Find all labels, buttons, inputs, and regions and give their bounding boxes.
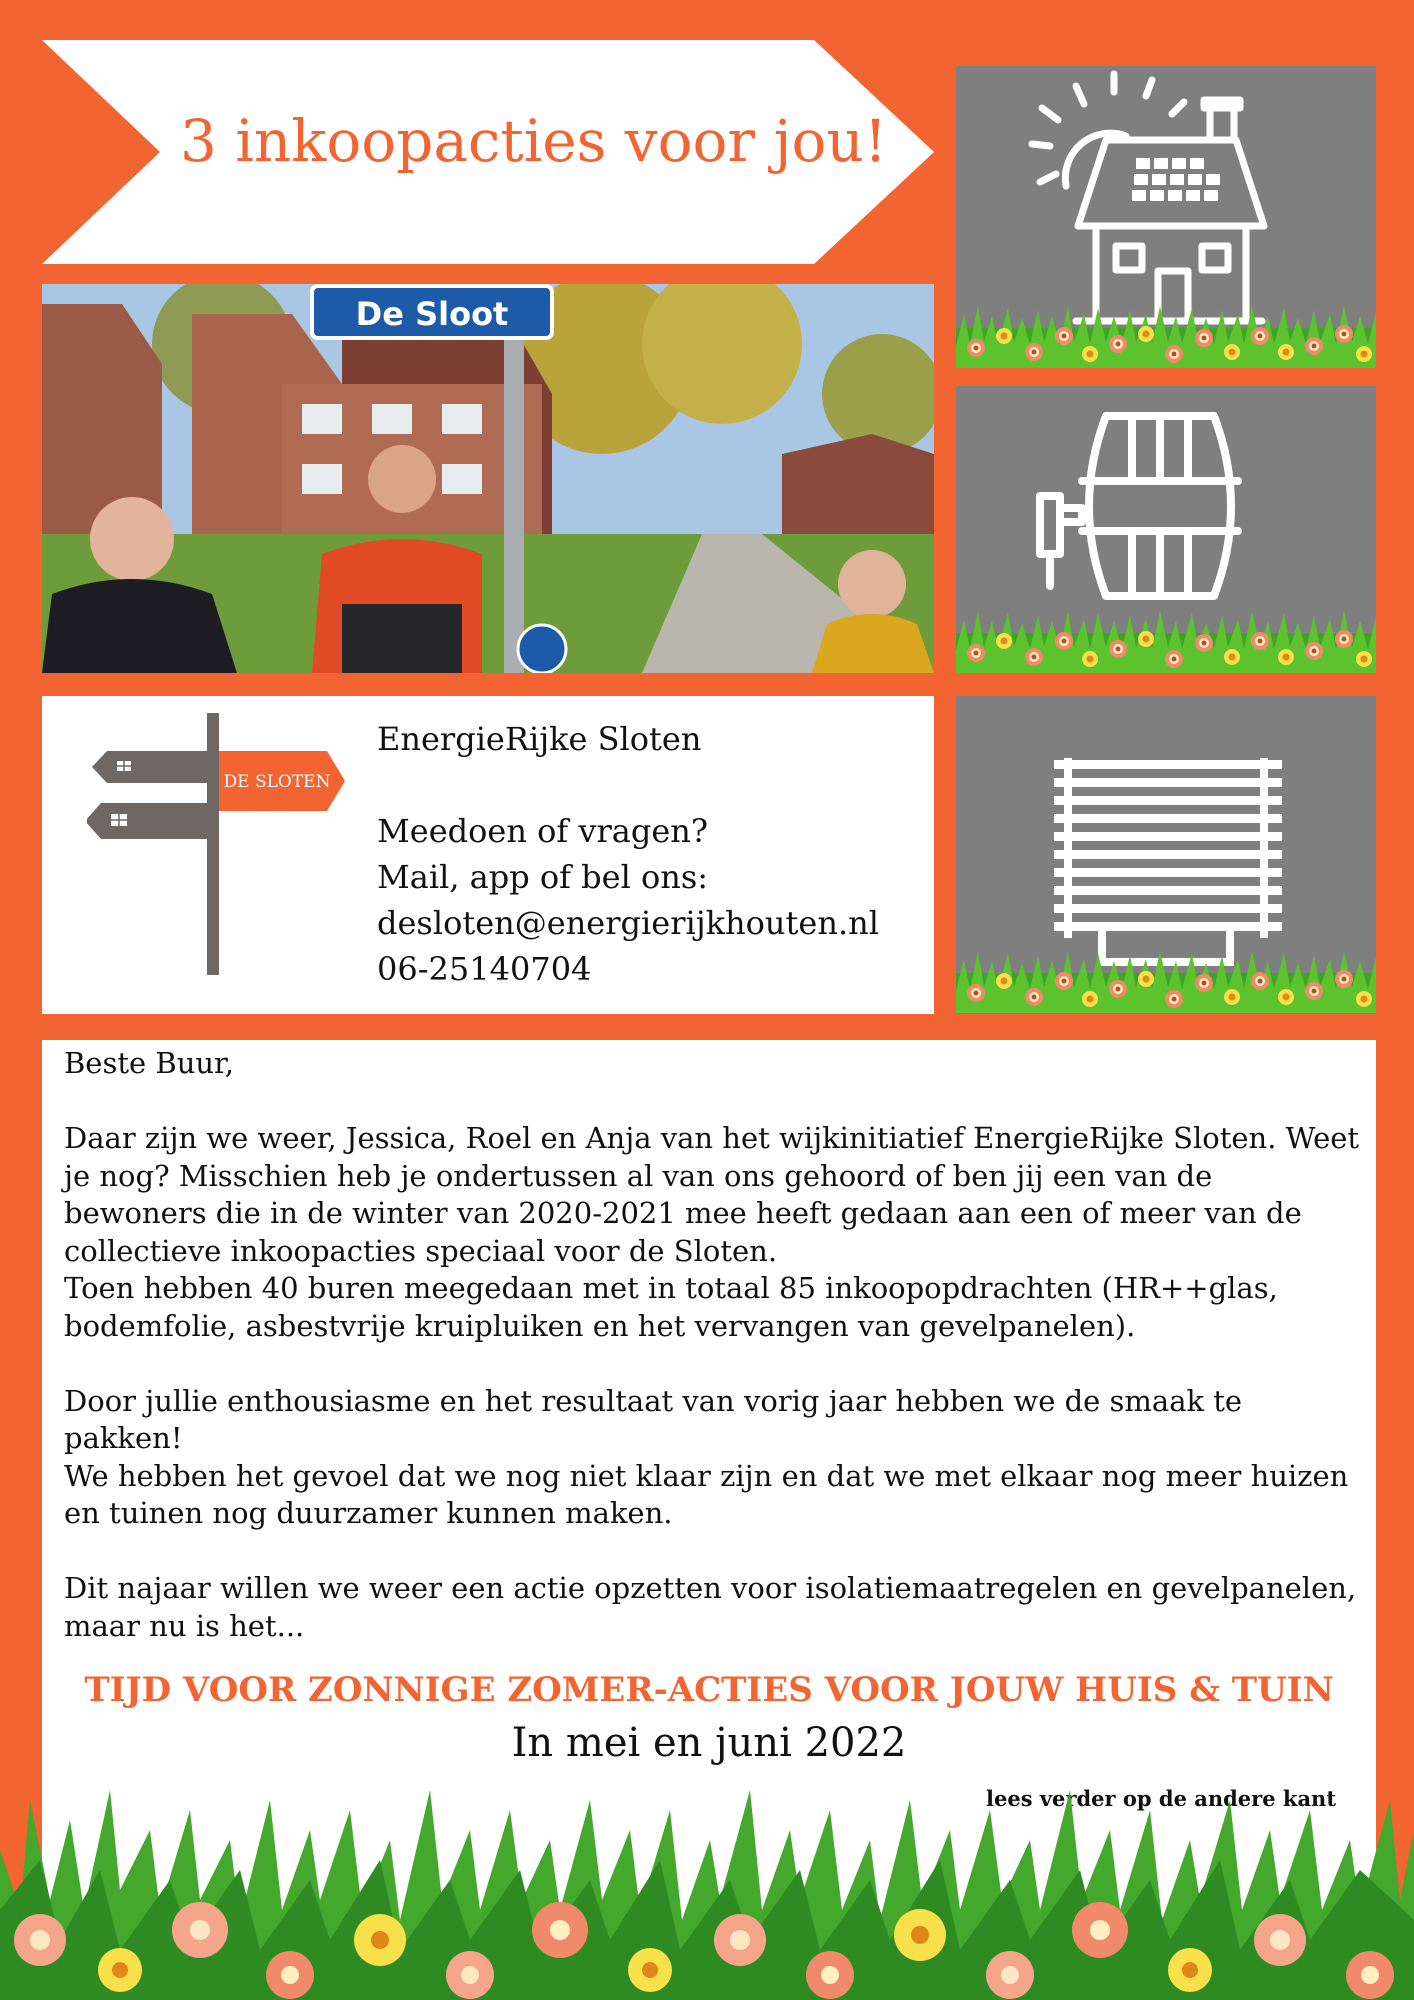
contact-info: [377, 716, 879, 992]
paragraph-intro: Daar zijn we weer, Jessica, Roel en Anja van het wijkinitiatief EnergieRijke Sloten. Weet je nog? Misschien heb je ondertussen al van ons gehoord of ben jij een van de bewoners die in de winter van 2020-2021 mee heeft gedaan aan een of meer van de collectieve inkoopacties speciaal voor de Sloten.: [64, 1121, 1360, 1268]
fence-panel-icon: [956, 696, 1376, 1014]
subheadline: In mei en juni 2022: [511, 1720, 907, 1766]
rain-barrel-icon: [956, 386, 1376, 673]
contact-spacer: [377, 762, 879, 808]
grass-flowers-decoration: [0, 1790, 1414, 2000]
street-sign-text: De Sloot: [355, 295, 509, 333]
headline: TIJD VOOR ZONNIGE ZOMER-ACTIES VOOR JOUW HUIS & TUIN: [84, 1670, 1334, 1710]
contact-phone[interactable]: 06-25140704: [377, 950, 592, 988]
panel-fence: [956, 696, 1376, 1014]
paragraph-results: Toen hebben 40 buren meegedaan met in totaal 85 inkoopopdrachten (HR++glas, bodemfolie, asbestvrije kruipluiken en het vervangen van gevelpanelen).: [64, 1271, 1278, 1343]
letter-body: [64, 1045, 1364, 1645]
contact-instruction: Mail, app of bel ons:: [377, 858, 709, 896]
contact-email[interactable]: desloten@energierijkhouten.nl: [377, 904, 879, 942]
paragraph-plans: Dit najaar willen we weer een actie opzetten voor isolatiemaatregelen en gevelpanelen, maar nu is het...: [64, 1571, 1357, 1643]
neighbourhood-photo: [42, 284, 934, 673]
greeting: Beste Buur,: [64, 1046, 234, 1080]
panel-solar: [956, 66, 1376, 368]
organisation-name: EnergieRijke Sloten: [377, 720, 702, 758]
paragraph-enthusiasm: Door jullie enthousiasme en het resultaat van vorig jaar hebben we de smaak te pakken!: [64, 1383, 1243, 1455]
house-solar-icon: [956, 66, 1376, 368]
panel-rain-barrel: [956, 386, 1376, 673]
contact-question: Meedoen of vragen?: [377, 812, 709, 850]
contact-card: [42, 696, 934, 1014]
signpost-icon: [87, 711, 347, 981]
page-title: 3 inkoopacties voor jou!: [180, 107, 888, 175]
signpost-label: DE SLOTEN: [223, 772, 331, 792]
paragraph-ambition: We hebben het gevoel dat we nog niet klaar zijn en dat we met elkaar nog meer huizen en tuinen nog duurzamer kunnen maken.: [64, 1458, 1349, 1530]
continue-note: lees verder op de andere kant: [986, 1786, 1337, 1811]
